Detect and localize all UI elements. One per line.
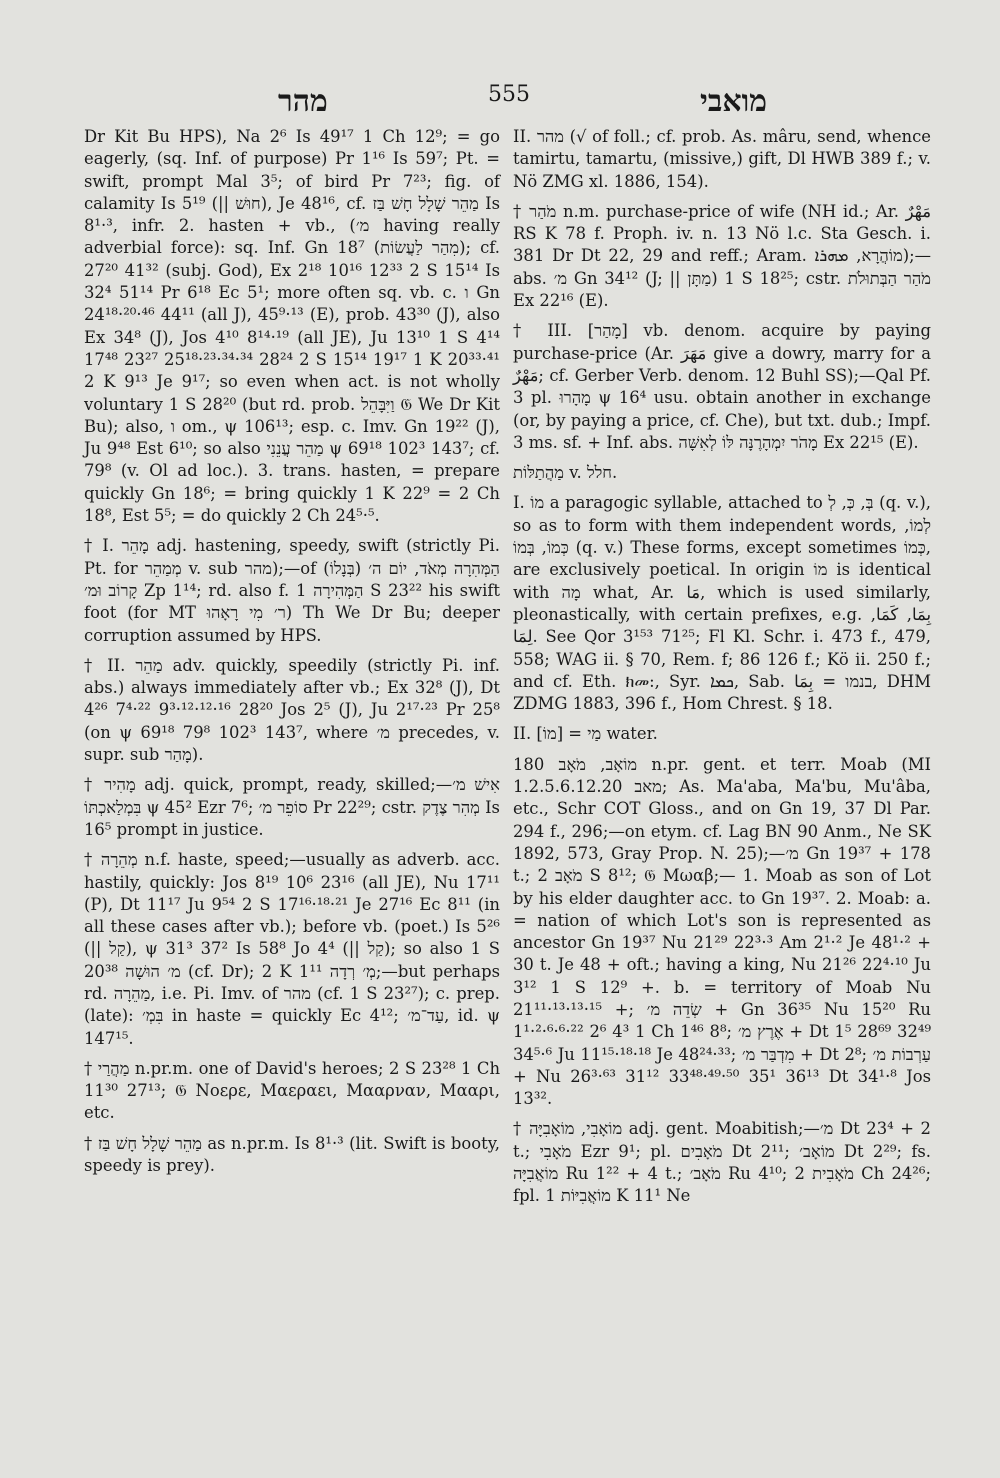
entry-maher-shalal: † מַהֵר שָׁלָל חָשׁ בַּז as n.pr.m. Is 8¹·³ (lit. Swift is booty, speedy is prey). — [84, 1133, 501, 1176]
right-running-head: מואבי — [700, 84, 768, 119]
right-column — [513, 126, 931, 1216]
entry-mahir: † מָהִיר adj. quick, prompt, ready, skilled;—אִישׁ מ׳ בִּמְלַאכְתּוֹ ψ 45² Ezr 7⁶; סוֹפֵר מ׳ Pr 22²⁹; cstr. מְהִר צֶדֶק Is 16⁵ prompt in justice. — [84, 775, 500, 839]
page-header — [0, 80, 1000, 120]
entry-mahar-vb: † III. [מָהַר] vb. denom. acquire by paying purchase-price (Ar. مَهَرَ give a dowry, marry for a مَهْرٌ; cf. Gerber Verb. denom. 12 Buhl SS);—Qal Pf. 3 pl. מָהָרוּ ψ 16⁴ usu. obtain another in exchange (or, by paying a price, cf. Che), but txt. dub.; Impf. 3 ms. sf. + Inf. abs. מָהֹר יִמְהָרֶנָּה לּוֹ לְאִשָּׁה Ex 22¹⁵ (E). — [513, 321, 931, 452]
left-running-head: מהר — [278, 84, 328, 119]
entry-maharai: † מַהֲרַי n.pr.m. one of David's heroes; 2 S 23²⁸ 1 Ch 11³⁰ 27¹³; 𝔊 Νοερε, Μαεραει, Μααρναν, Μααρι, etc. — [84, 1058, 500, 1123]
entry-moab: מוֹאָב, מֹאָב 180 n.pr. gent. et terr. Moab (MI 1.2.5.6.12.20 מאב; As. Ma'aba, Ma'bu, Mu'âba, etc., Schr COT Gloss., and on Gn 19, 37 Dl Par. 294 f., 296;—on etym. cf. Lag BN 90 Anm., Ne SK 1892, 573, Gray Prop. N. 25);—מ׳ Gn 19³⁷ + 178 t.; מֹאָב 2 S 8¹²; 𝔊 Μωαβ;— 1. Moab as son of Lot by his elder daughter acc. to Gn 19³⁷. 2. Moab: a. = nation of which Lot's son is represented as ancestor Gn 19³⁷ Nu 21²⁹ 22³·³ Am 2¹·² Je 48¹·² + 30 t. Je 48 + oft.; having a king, Nu 21²⁶ 22⁴·¹⁰ Ju 3¹² 1 S 12⁹ +. b. = territory of Moab Nu 21¹¹·¹³·¹³·¹⁵ +; שְׂדֵה מ׳ + Gn 36³⁵ Nu 15²⁰ Ru 1¹·²·⁶·⁶·²² 2⁶ 4³ 1 Ch 1⁴⁶ 8⁸; אֶרֶץ מ׳ + Dt 1⁵ 28⁶⁹ 32⁴⁹ 34⁵·⁶ Ju 11¹⁵·¹⁸·¹⁸ Je 48²⁴·³³; מִדְבַּר מ׳ + Dt 2⁸; עַרְבוֹת מ׳ + Nu 26³·⁶³ 31¹² 33⁴⁸·⁴⁹·⁵⁰ 35¹ 36¹³ Dt 34¹·⁸ Jos 13³². — [513, 754, 932, 1109]
entry-continuation: Dr Kit Bu HPS), Na 2⁶ Is 49¹⁷ 1 Ch 12⁹; = go eagerly, (sq. Inf. of purpose) Pr 1¹⁶ Is 59⁷; Pt. = swift, prompt Mal 3⁵; of bird Pr 7²³; fig. of calamity Is 5¹⁹ (|| חוּשׁ), Je 48¹⁶, cf. מַהֵר שָׁלָל חָשׁ בַּז Is 8¹·³, infr. 2. hasten + vb., (מ׳ having really adverbial force): sq. Inf. Gn 18⁷ (מִהַר לַעֲשׂוֹת); cf. 27²⁰ 41³² (subj. God), Ex 2¹⁸ 10¹⁶ 12³³ 2 S 15¹⁴ Is 32⁴ 51¹⁴ Pr 6¹⁸ Ec 5¹; more often sq. vb. c. ו Gn 24¹⁸·²⁰·⁴⁶ 44¹¹ (all J), 45⁹·¹³ (E), prob. 43³⁰ (J), also Ex 34⁸ (J), Jos 4¹⁰ 8¹⁴·¹⁹ (all JE), Ju 13¹⁰ 1 S 4¹⁴ 17⁴⁸ 23²⁷ 25¹⁸·²³·³⁴·³⁴ 28²⁴ 2 S 15¹⁴ 19¹⁷ 1 K 20³³·⁴¹ 2 K 9¹³ Je 9¹⁷; so even when act. is not wholly voluntary 1 S 28²⁰ (but rd. prob. וַיִּבָּהֵל 𝔊 We Dr Kit Bu); also, ו om., ψ 106¹³; esp. c. Imv. Gn 19²² (J), Ju 9⁴⁸ Est 6¹⁰; so also מַהֵר עֲנֵנִי ψ 69¹⁸ 102³ 143⁷; cf. 79⁸ (v. Ol ad loc.). 3. trans. hasten, = prepare quickly Gn 18⁶; = bring quickly 1 K 22⁹ = 2 Ch 18⁸, Est 5⁵; = do quickly 2 Ch 24⁵·⁵. — [84, 127, 501, 526]
entry-mo-ii: II. [מוֹ] = מַי water. — [513, 724, 658, 744]
entry-maher-adv: † II. מַהֵר adv. quickly, speedily (strictly Pi. inf. abs.) always immediately after vb.; Ex 32⁸ (J), Dt 4²⁶ 7⁴·²² 9³·¹²·¹²·¹⁶ 28²⁰ Jos 2⁵ (J), Ju 2¹⁷·²³ Pr 25⁸ (on ψ 69¹⁸ 79⁸ 102³ 143⁷, where מ׳ precedes, v. supr. sub מָהַר). — [84, 655, 500, 765]
entry-maher-adj: † I. מָהֵר adj. hastening, speedy, swift (strictly Pi. Pt. for מְמַהֵר v. sub מהר);—of (בְּנָלוֹ) הַמְּהִרָה מְאֹד, יוֹם ה׳ קָרוֹב וּמ׳ Zp 1¹⁴; rd. also f. הַמְּהִירָה 1 S 23²² his swift foot (for MT ר׳ מִי רָאָהוּ) Th We Dr Bu; deeper corruption assumed by HPS. — [84, 536, 500, 645]
entry-mhr-ii: II. מהר (√ of foll.; cf. prob. As. mâru, send, whence tamirtu, tamartu, (missive,) gift, Dl HWB 389 f.; v. Nö ZMG xl. 1886, 154). — [513, 127, 931, 191]
entry-mo-i: I. מוֹ a paragogic syllable, attached to בְּ, כְּ, לְ (q. v.), so as to form with them independent words, לְמוֹ, כְּמוֹ, בְּמוֹ (q. v.) These forms, except sometimes כְּמוֹ, are exclusively poetical. In origin מוֹ is identical with מָה what, Ar. مَا, which is used similarly, pleonastically, with certain prefixes, e.g. بِمَا, كَمَا, لِمَا. See Qor 3¹⁵³ 71²⁵; Fl Kl. Schr. i. 473 f., 479, 558; WAG ii. § 70, Rem. f; 86 126 f.; Kö ii. 250 f.; and cf. Eth. ክመ:, Syr. ܟܡܐ, Sab. בנמו = بِمَا, DHM ZDMG 1883, 396 f., Hom Chrest. § 18. — [513, 493, 932, 714]
entry-mahatalot: מַהֲתַלּוֹת v. חלל. — [513, 463, 618, 483]
entry-mohar: † מֹהַר n.m. purchase-price of wife (NH id.; Ar. مَهْرٌ RS K 78 f. Proph. iv. n. 13 Nö l.c. Sta Gesch. i. 381 Dr Dt 22, 29 and reff.; Aram. מוֹהֲרָא, ܡܗܪܐ);—abs. מ׳ Gn 34¹² (J; || מַתָּן) 1 S 18²⁵; cstr. מֹהַר הַבְּתוּלֹת Ex 22¹⁶ (E). — [513, 201, 932, 311]
entry-meherah: † מְהֵרָה n.f. haste, speed;—usually as adverb. acc. hastily, quickly: Jos 8¹⁹ 10⁶ 23¹⁶ (all JE), Nu 17¹¹ (P), Dt 11¹⁷ Ju 9⁵⁴ 2 S 17¹⁶·¹⁸·²¹ Je 27¹⁶ Ec 8¹¹ (in all these cases after vb.); before vb. (poet.) Is 5²⁶ (|| קַל), ψ 31³ 37² Is 58⁸ Jo 4⁴ (|| קַל); so also 1 S 20³⁸ מ׳ הוּשָׁה (cf. Dr); 2 K 1¹¹ מְ׳ רְדָה;—but perhaps rd. מַהֵרָה, i.e. Pi. Imv. of מהר (cf. 1 S 23²⁷); c. prep. (late): בִּמְ׳ in haste = quickly Ec 4¹²; עַד־מ׳, id. ψ 147¹⁵. — [84, 850, 500, 1048]
entry-moabi: † מוֹאָבִי, מוֹאָבִיָּה adj. gent. Moabitish;—מ׳ Dt 23⁴ + 2 t.; מֹאָבִי Ezr 9¹; pl. מֹאָבִים Dt 2¹¹; מוֹאָב׳ Dt 2²⁹; fs. מוֹאֲבִיָּה Ru 1²² + 4 t.; מֹאָב׳ Ru 4¹⁰; מֹאָבִית 2 Ch 24²⁶; fpl. מוֹאֲבִיּוֹת 1 K 11¹ Ne — [513, 1119, 932, 1206]
page-number: 555 — [488, 82, 530, 107]
left-column — [84, 126, 500, 1185]
